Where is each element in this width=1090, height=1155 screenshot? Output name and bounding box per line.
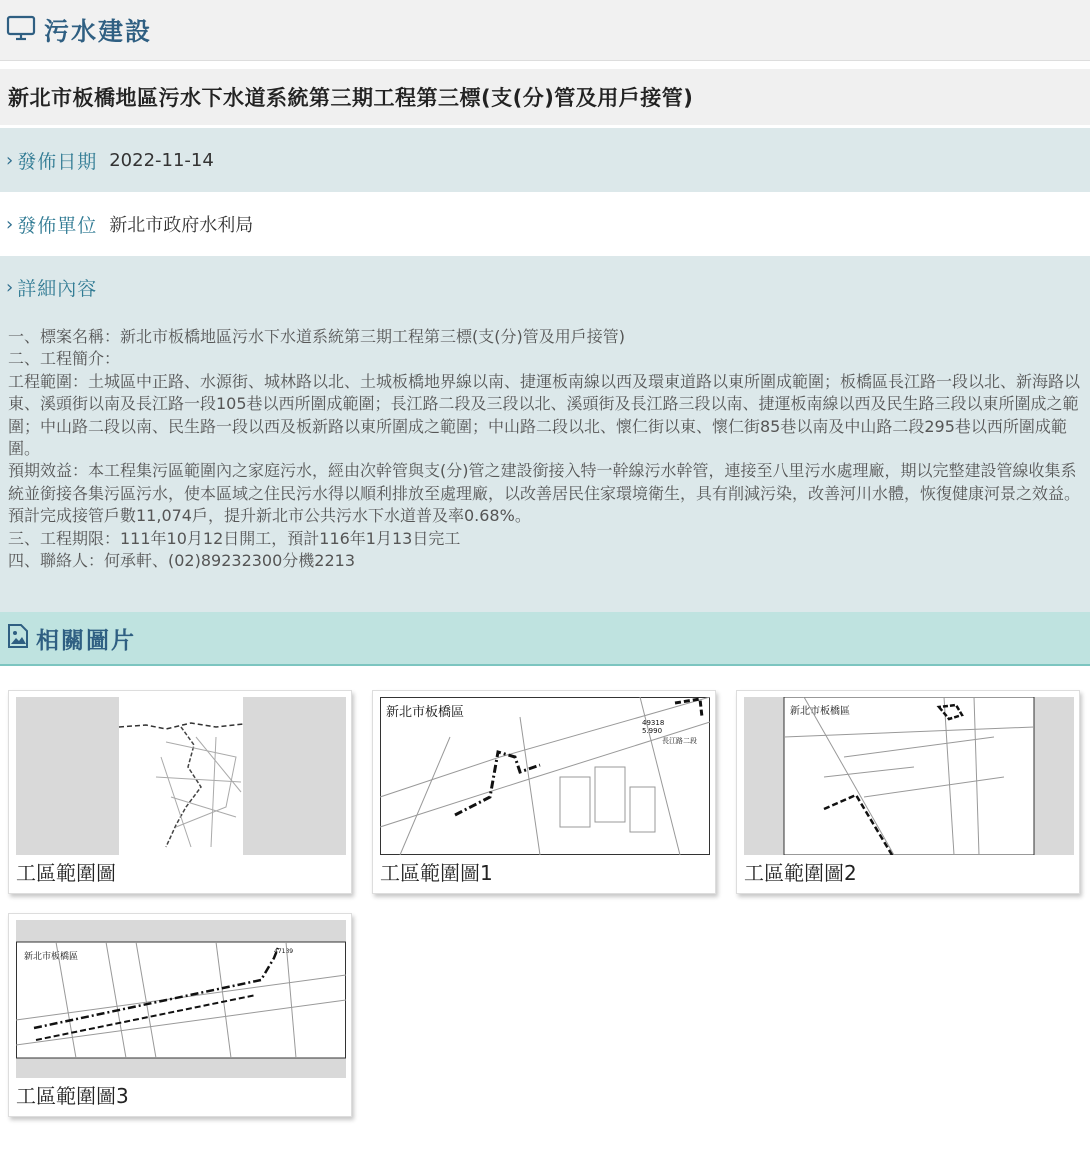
detail-line: 一、標案名稱：新北市板橋地區污水下水道系統第三期工程第三標(支(分)管及用戶接管) bbox=[8, 327, 625, 346]
image-icon bbox=[6, 623, 30, 653]
details-block bbox=[0, 256, 1090, 612]
map-label: 49318 bbox=[642, 719, 665, 727]
meta-date-row bbox=[0, 128, 1090, 192]
chevron-right-icon: › bbox=[6, 149, 14, 171]
images-section-title: 相關圖片 bbox=[36, 627, 136, 654]
chevron-right-icon: › bbox=[6, 276, 14, 298]
monitor-icon bbox=[6, 14, 36, 46]
detail-line: 二、工程簡介： bbox=[8, 349, 121, 369]
map-thumbnail[interactable] bbox=[16, 697, 346, 855]
image-caption: 工區範圍圖 bbox=[16, 861, 116, 885]
image-gallery bbox=[0, 666, 1090, 1146]
chevron-right-icon: › bbox=[6, 213, 14, 235]
map-label: 長江路二段 bbox=[662, 737, 697, 745]
detail-line: 三、工程期限：111年10月12日開工，預計116年1月13日完工 bbox=[8, 528, 461, 548]
image-caption: 工區範圍圖1 bbox=[380, 861, 493, 885]
image-caption: 工區範圍圖3 bbox=[16, 1084, 129, 1108]
image-card[interactable] bbox=[8, 913, 352, 1117]
section-header bbox=[0, 0, 1090, 61]
date-value: 2022-11-14 bbox=[109, 149, 214, 171]
detail-line: 工程範圍：土城區中正路、水源街、城林路以北、土城板橋地界線以南、捷運板南線以西及環東道路以東所圍成範圍；板橋區長江路一段以北、新海路以東、溪頭街以南及長江路一段105巷以西所圍成範圍；長江路二段及三段以北、溪頭街及長江路三段以南、捷運板南線以西及民生路三段以東所圍成之範圍；中山路二段以南、民生路一段以西及板新路以東所圍成之範圍；中山路二段以北、懷仁街以東、懷仁街85巷以南及中山路二段295巷以西所圍成範圍。 bbox=[8, 371, 1081, 459]
article-title-row bbox=[0, 69, 1090, 125]
detail-line: 四、聯絡人：何承軒、(02)89232300分機2213 bbox=[8, 551, 356, 571]
meta-unit-row bbox=[0, 192, 1090, 256]
image-card[interactable] bbox=[8, 690, 352, 894]
map-label: 5.990 bbox=[642, 727, 663, 735]
map-district-label: 新北市板橋區 bbox=[386, 705, 465, 720]
unit-value: 新北市政府水利局 bbox=[109, 215, 254, 236]
details-header bbox=[6, 256, 1084, 318]
section-title: 污水建設 bbox=[44, 17, 153, 46]
map-thumbnail[interactable] bbox=[380, 697, 710, 855]
detail-line: 預期效益：本工程集污區範圍內之家庭污水，經由次幹管與支(分)管之建設銜接入特一幹線污水幹管，連接至八里污水處理廠，期以完整建設管線收集系統並銜接各集污區污水，使本區域之住民污水得以順利排放至處理廠，以改善居民住家環境衛生，具有削減污染，改善河川水體，恢復健康河景之效益。預計完成接管戶數11,074戶，提升新北市公共污水下水道普及率0.68%。 bbox=[8, 461, 1081, 526]
image-card[interactable] bbox=[736, 690, 1080, 894]
details-body bbox=[6, 318, 1084, 572]
image-card[interactable] bbox=[372, 690, 716, 894]
image-caption: 工區範圍圖2 bbox=[744, 861, 857, 885]
map-thumbnail[interactable] bbox=[744, 697, 1074, 855]
map-district-label: 新北市板橋區 bbox=[24, 952, 79, 962]
details-label: 詳細內容 bbox=[17, 277, 98, 300]
map-thumbnail[interactable] bbox=[16, 920, 346, 1078]
article-title: 新北市板橋地區污水下水道系統第三期工程第三標(支(分)管及用戶接管) bbox=[8, 86, 694, 110]
unit-label: 發佈單位 bbox=[17, 214, 98, 237]
date-label: 發佈日期 bbox=[17, 150, 98, 173]
map-district-label: 新北市板橋區 bbox=[790, 706, 850, 717]
map-label: 47139 bbox=[274, 948, 294, 955]
images-header bbox=[0, 612, 1090, 666]
